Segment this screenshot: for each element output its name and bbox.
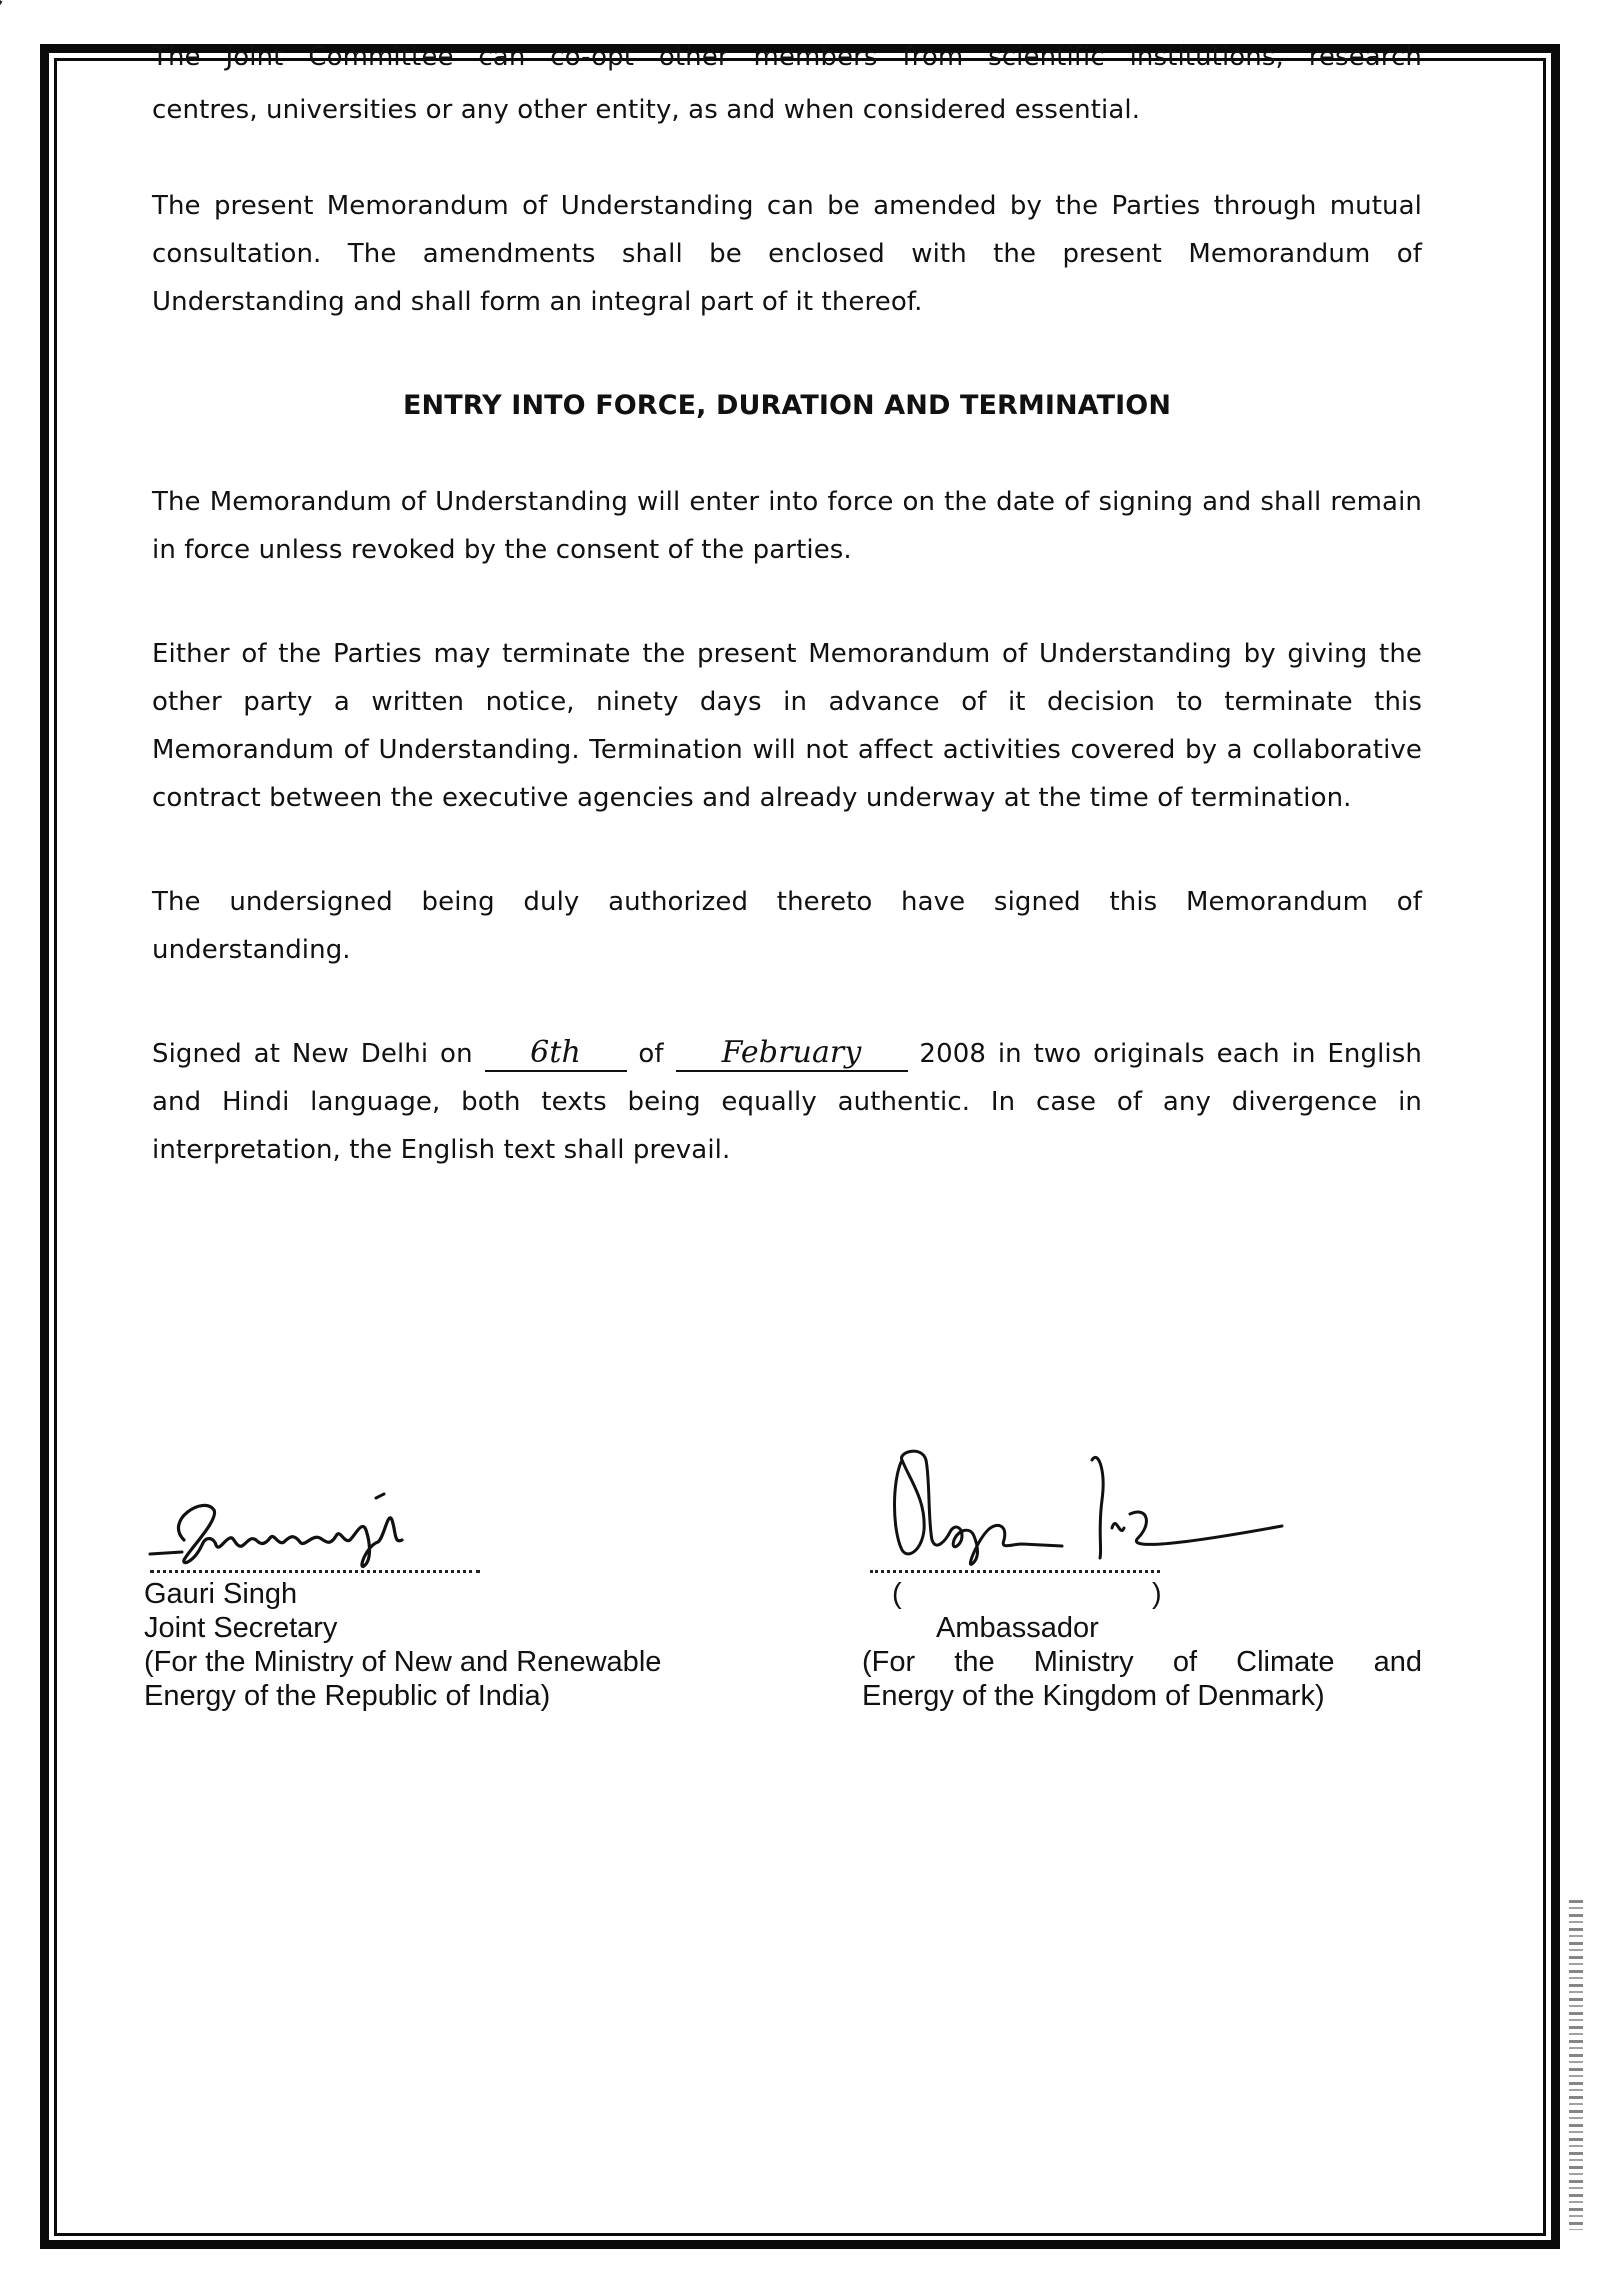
- signatory-ministry-line2: Energy of the Kingdom of Denmark): [862, 1680, 1325, 1712]
- signatory-denmark: [862, 1440, 1422, 1713]
- document-body: [152, 42, 1422, 1174]
- signed-suffix: 2008 in two originals each in English and Hindi language, both texts being equally authentic. In case of any divergence in interpretation, the English text shall prevail.: [152, 1039, 1422, 1165]
- signature-gauri-singh: [144, 1490, 504, 1570]
- signatory-ministry-line1: (For the Ministry of New and Renewable: [144, 1646, 662, 1678]
- paragraph-continuation: centres, universities or any other entity, as and when considered essential.: [152, 95, 1141, 125]
- name-placeholder: [862, 1577, 1192, 1611]
- signatory-name: Gauri Singh: [144, 1578, 298, 1610]
- paren-close: ): [1152, 1578, 1162, 1610]
- paragraph-amendment: The present Memorandum of Understanding can be amended by the Parties through mutual consultation. The amendments shall be enclosed with the present Memorandum of Understanding and shall form an integral part of it thereof.: [152, 191, 1422, 317]
- paragraph-undersigned: The undersigned being duly authorized thereto have signed this Memorandum of understanding.: [152, 887, 1422, 965]
- handwritten-day: 6th: [485, 1036, 627, 1072]
- paragraph-termination: Either of the Parties may terminate the present Memorandum of Understanding by giving the other party a written notice, ninety days in advance of it decision to terminate this Memorandum of Understanding. Termination will not affect activities covered by a collaborative contract between the executive agencies and already underway at the time of termination.: [152, 639, 1422, 813]
- signature-ambassador: [862, 1440, 1422, 1570]
- signatory-ministry-line1: (For the Ministry of Climate and: [862, 1646, 1422, 1678]
- paragraph-entry-into-force: The Memorandum of Understanding will enter into force on the date of signing and shall remain in force unless revoked by the consent of the parties.: [152, 487, 1422, 565]
- signed-prefix: Signed at New Delhi on: [152, 1039, 473, 1069]
- signatory-ministry-line2: Energy of the Republic of India): [144, 1680, 551, 1712]
- cut-off-line: The Joint Committee can co-opt other members from scientific institutions, research: [152, 42, 1422, 72]
- signed-of: of: [638, 1039, 664, 1069]
- scan-speckle: [1569, 1900, 1583, 2230]
- paragraph-signed-at: [152, 1030, 1422, 1174]
- handwritten-month: February: [676, 1036, 908, 1072]
- scan-corner-mark: [0, 0, 14, 21]
- section-heading: ENTRY INTO FORCE, DURATION AND TERMINATION: [402, 390, 1172, 421]
- signature-line-right: [870, 1570, 1160, 1573]
- signature-line-left: [150, 1570, 480, 1573]
- paren-open: (: [892, 1578, 902, 1610]
- signatory-title: Ambassador: [936, 1612, 1099, 1644]
- signatory-title: Joint Secretary: [144, 1612, 338, 1644]
- signatory-india: [144, 1490, 784, 1713]
